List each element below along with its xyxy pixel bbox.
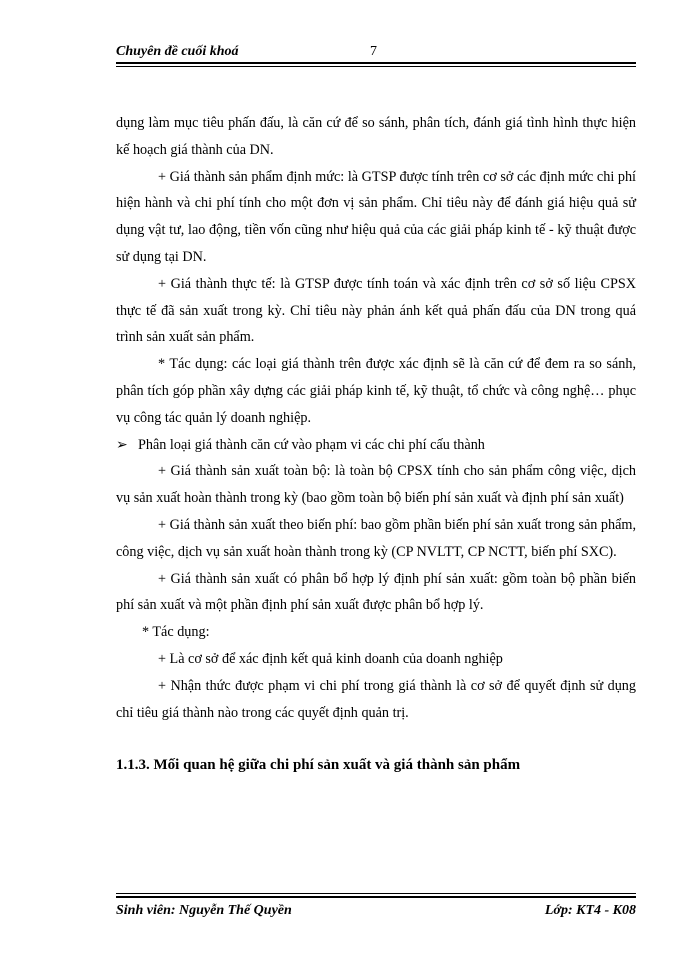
paragraph: + Giá thành sản xuất có phân bổ hợp lý định phí sản xuất: gồm toàn bộ phần biến phí sản xuất và một phần định phí sản xuất được phân bổ hợp lý. (116, 570, 636, 614)
section-heading: 1.1.3. Mối quan hệ giữa chi phí sản xuất và giá thành sản phẩm (116, 757, 521, 774)
arrow-bullet-icon: ➢ (116, 436, 128, 453)
document-body (116, 110, 636, 779)
paragraph: * Tác dụng: (142, 624, 210, 641)
page-number: 7 (370, 44, 377, 59)
footer-class: Lớp: KT4 - K08 (544, 903, 636, 918)
bullet-text: Phân loại giá thành căn cứ vào phạm vi các chi phí cấu thành (138, 436, 485, 453)
bullet-item (116, 432, 636, 459)
footer-student: Sinh viên: Nguyễn Thế Quyền (116, 903, 292, 918)
header-rule-thin (116, 66, 636, 67)
paragraph: + Giá thành sản xuất toàn bộ: là toàn bộ CPSX tính cho sản phẩm công việc, dịch vụ sản xuất hoàn thành trong kỳ (bao gồm toàn bộ biến phí sản xuất và định phí sản xuất) (116, 463, 636, 507)
paragraph: * Tác dụng: các loại giá thành trên được xác định sẽ là căn cứ để đem ra so sánh, phân tích góp phần xây dựng các giải pháp kinh tế, kỹ thuật, tổ chức và công nghệ… phục vụ công tác quản lý doanh nghiệp. (116, 356, 636, 426)
paragraph: + Nhận thức được phạm vi chi phí trong giá thành là cơ sở để quyết định sử dụng chỉ tiêu giá thành nào trong các quyết định quản trị. (116, 677, 636, 721)
header-title: Chuyên đề cuối khoá (116, 44, 239, 59)
paragraph: + Giá thành sản xuất theo biến phí: bao gồm phần biến phí sản xuất trong sản phẩm, công việc, dịch vụ sản xuất hoàn thành trong kỳ (CP NVLTT, CP NCTT, biến phí SXC). (116, 516, 636, 560)
paragraph: + Giá thành thực tế: là GTSP được tính toán và xác định trên cơ sở số liệu CPSX thực tế đã sản xuất trong kỳ. Chỉ tiêu này phản ánh kết quả phấn đấu của DN trong quá trình sản xuất sản phẩm. (116, 275, 636, 346)
footer-rule-thin (116, 893, 636, 894)
paragraph: + Giá thành sản phẩm định mức: là GTSP được tính trên cơ sở các định mức chi phí hiện hành và chi phí tính cho một đơn vị sản phẩm. Chỉ tiêu này để đánh giá hiệu quả sử dụng vật tư, lao động, tiền vốn cũng như hiệu quả của các giải pháp kinh tế - kỹ thuật được sử dụng tại DN. (116, 168, 636, 265)
footer-rule-thick (116, 896, 636, 898)
paragraph: + Là cơ sở để xác định kết quả kinh doanh của doanh nghiệp (158, 650, 503, 667)
paragraph: dụng làm mục tiêu phấn đấu, là căn cứ để so sánh, phân tích, đánh giá tình hình thực hiện kế hoạch giá thành của DN. (116, 115, 636, 158)
header-rule-thick (116, 62, 636, 64)
